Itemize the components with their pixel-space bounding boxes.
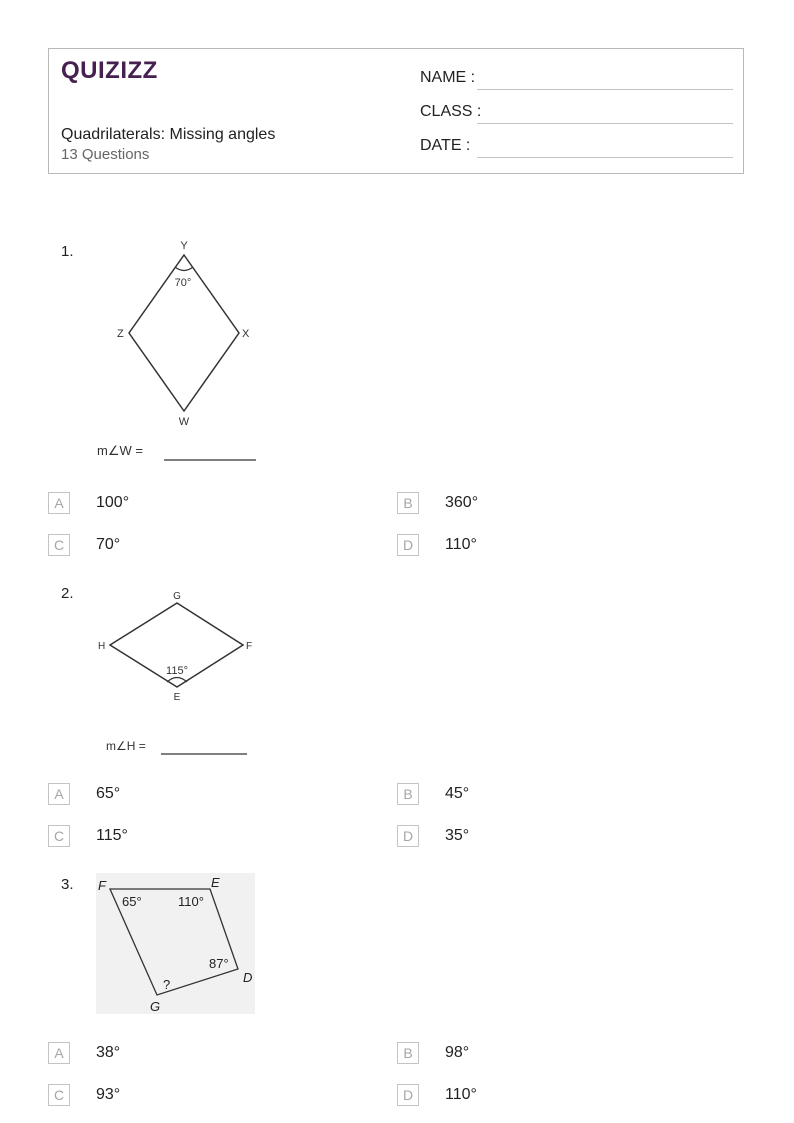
vertex-label-y: Y (180, 240, 188, 252)
vertex-label-x: X (242, 328, 250, 340)
worksheet-title: Quadrilaterals: Missing angles (61, 126, 276, 143)
option-c-badge[interactable]: C (48, 534, 70, 556)
angle-label-e: 115° (166, 665, 188, 677)
worksheet-header (48, 48, 744, 174)
angle-label-e: 110° (178, 894, 204, 909)
option-c-text[interactable]: 70° (96, 536, 121, 553)
option-d-text[interactable]: 110° (445, 536, 477, 553)
question-1-figure (95, 235, 275, 465)
angle-prompt: m∠W = (97, 443, 143, 458)
option-c-badge[interactable]: C (48, 825, 70, 847)
option-d-badge[interactable]: D (397, 825, 419, 847)
vertex-label-e: E (173, 692, 181, 703)
option-a-text[interactable]: 65° (96, 785, 121, 802)
option-b-text[interactable]: 360° (445, 494, 479, 511)
vertex-label-e: E (211, 875, 220, 890)
date-label: DATE : (420, 137, 471, 154)
question-3-figure (96, 873, 255, 1014)
option-c-text[interactable]: 115° (96, 827, 128, 844)
option-c-text[interactable]: 93° (96, 1086, 121, 1103)
question-2-number: 2. (61, 585, 74, 602)
class-label: CLASS : (420, 103, 482, 120)
angle-label-d: 87° (209, 956, 229, 971)
quizizz-logo: QUIZIZZ (61, 57, 158, 84)
option-b-text[interactable]: 98° (445, 1044, 470, 1061)
option-c-badge[interactable]: C (48, 1084, 70, 1106)
vertex-label-h: H (98, 641, 106, 652)
option-a-badge[interactable]: A (48, 492, 70, 514)
option-b-text[interactable]: 45° (445, 785, 470, 802)
option-b-badge[interactable]: B (397, 1042, 419, 1064)
option-a-text[interactable]: 38° (96, 1044, 121, 1061)
option-b-badge[interactable]: B (397, 492, 419, 514)
angle-label-f: 65° (122, 894, 142, 909)
vertex-label-f: F (98, 878, 106, 893)
option-a-badge[interactable]: A (48, 783, 70, 805)
name-line[interactable] (477, 89, 733, 90)
vertex-label-d: D (243, 970, 253, 985)
figure-background (96, 873, 255, 1014)
question-2-figure (95, 585, 270, 760)
vertex-label-g: G (150, 999, 161, 1014)
option-d-badge[interactable]: D (397, 534, 419, 556)
angle-arc-y (175, 267, 193, 271)
question-count: 13 Questions (61, 146, 150, 163)
date-line[interactable] (477, 157, 733, 158)
angle-arc-e (167, 678, 187, 683)
name-label: NAME : (420, 69, 476, 86)
vertex-label-z: Z (117, 328, 124, 340)
option-a-badge[interactable]: A (48, 1042, 70, 1064)
vertex-label-g: G (173, 591, 181, 602)
option-d-badge[interactable]: D (397, 1084, 419, 1106)
option-b-badge[interactable]: B (397, 783, 419, 805)
question-3-number: 3. (61, 876, 74, 893)
vertex-label-f: F (246, 641, 253, 652)
vertex-label-w: W (178, 416, 190, 428)
option-a-text[interactable]: 100° (96, 494, 130, 511)
question-1-number: 1. (61, 243, 74, 260)
option-d-text[interactable]: 110° (445, 1086, 477, 1103)
angle-label-g: ? (163, 977, 171, 992)
angle-label-y: 70° (174, 277, 192, 289)
option-d-text[interactable]: 35° (445, 827, 470, 844)
class-line[interactable] (477, 123, 733, 124)
angle-prompt: m∠H = (106, 739, 146, 753)
